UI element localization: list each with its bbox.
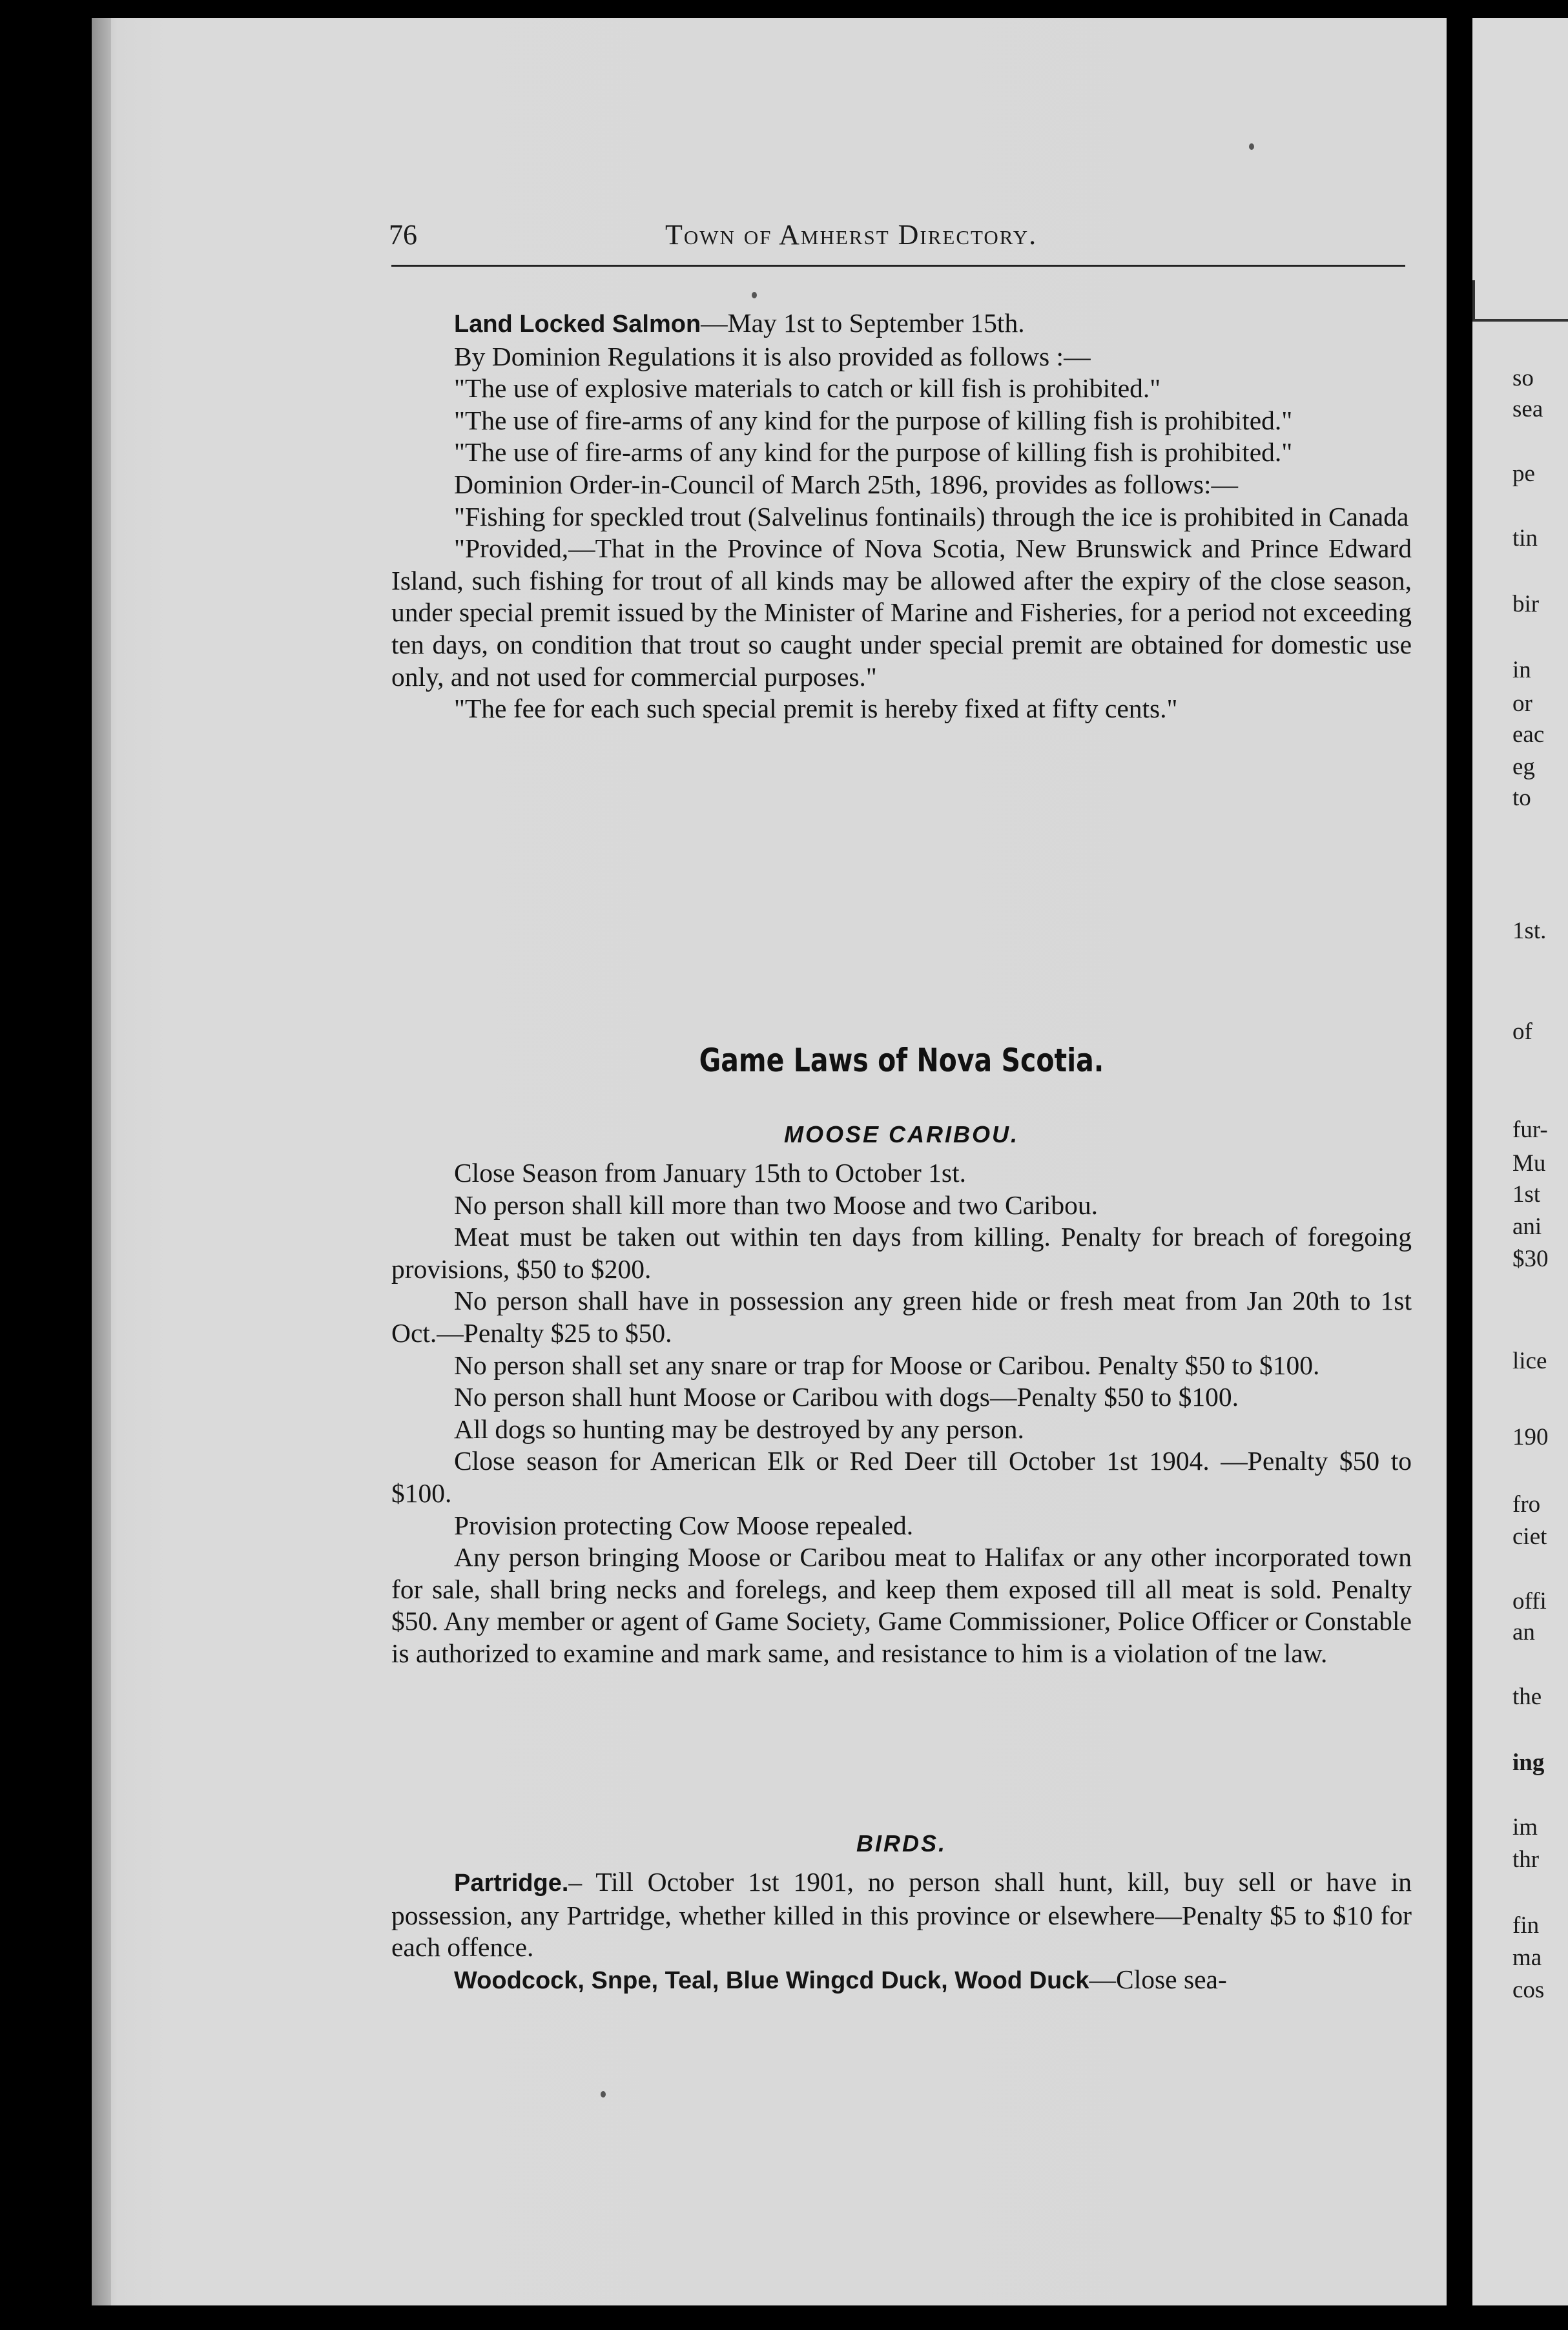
facing-fragment: ing — [1512, 1749, 1545, 1776]
facing-fragment: lice — [1512, 1348, 1547, 1374]
rule-line: No person shall hunt Moose or Caribou with dogs—Penalty $50 to $100. — [454, 1382, 1239, 1412]
paragraph: "The fee for each such special premit is hereby fixed at fifty cents." — [454, 694, 1178, 724]
facing-fragment: eac — [1512, 721, 1545, 748]
partridge-text: – Till October 1st 1901, no person shall hunt, kill, buy sell or have in possession, any Partridge, whether killed in this province or elsewhere—Penalty $5 to $10 for each offence. — [391, 1867, 1412, 1963]
partridge-paragraph — [391, 1866, 1412, 1964]
paper-speck — [752, 292, 757, 298]
facing-fragment: in — [1512, 657, 1531, 683]
rule-line: Close Season from January 15th to October 1st. — [454, 1158, 966, 1188]
paragraph: "Provided,—That in the Province of Nova Scotia, New Brunswick and Prince Edward Island, such fishing for trout of all kinds may be allowed after the expiry of the close season, under special premit issued by the Minister of Marine and Fisheries, for a period not exceeding ten days, on condition that trout so caught under special premit are obtained for domestic use only, and not used for commercial purposes." — [391, 533, 1412, 692]
facing-fragment: Mu — [1512, 1150, 1546, 1177]
section-title: Game Laws of Nova Scotia. — [699, 1042, 1104, 1079]
facing-fragment: so — [1512, 365, 1534, 391]
partridge-label: Partridge. — [454, 1870, 569, 1897]
paragraph: Dominion Order-in-Council of March 25th, 1896, provides as follows:— — [454, 469, 1239, 499]
facing-fragment: 1st. — [1512, 918, 1547, 944]
facing-fragment: tin — [1512, 525, 1538, 552]
rule-line: Provision protecting Cow Moose repealed. — [454, 1510, 914, 1540]
facing-fragment: bir — [1512, 591, 1540, 617]
rule-line: Meat must be taken out within ten days from killing. Penalty for breach of foregoing provisions, $50 to $200. — [391, 1222, 1412, 1284]
facing-fragment: fin — [1512, 1912, 1540, 1939]
paragraph: "Fishing for speckled trout (Salvelinus fontinails) through the ice is prohibited in Canada — [454, 501, 1409, 531]
facing-fragment: $30 — [1512, 1246, 1549, 1272]
rule-line: All dogs so hunting may be destroyed by any person. — [454, 1414, 1024, 1444]
facing-fragment: ma — [1512, 1944, 1542, 1971]
facing-fragment: pe — [1512, 460, 1535, 487]
facing-fragment: fro — [1512, 1491, 1541, 1518]
salmon-paragraph — [391, 307, 1412, 341]
facing-fragment: im — [1512, 1814, 1538, 1840]
facing-page-edge — [1472, 18, 1568, 2305]
facing-fragment: 190 — [1512, 1424, 1549, 1450]
facing-fragment: of — [1512, 1018, 1532, 1045]
birds-section — [391, 1866, 1412, 1997]
rule-line: No person shall have in possession any green hide or fresh meat from Jan 20th to 1st Oct.—Penalty $25 to $50. — [391, 1286, 1412, 1348]
salmon-text: —May 1st to September 15th. — [701, 308, 1025, 338]
rule-line: Close season for American Elk or Red Deer till October 1st 1904. —Penalty $50 to $100. — [391, 1446, 1412, 1508]
facing-fragment: an — [1512, 1619, 1535, 1645]
facing-fragment: cos — [1512, 1977, 1545, 2003]
facing-page-head-rule — [1472, 319, 1568, 322]
moose-section — [391, 1157, 1412, 1670]
page-number: 76 — [389, 219, 417, 251]
paragraph: "The use of fire-arms of any kind for the purpose of killing fish is prohibited." — [454, 405, 1293, 435]
paragraph: "The use of explosive materials to catch or kill fish is prohibited." — [454, 373, 1161, 404]
woodcock-text: —Close sea- — [1089, 1964, 1227, 1994]
facing-fragment: sea — [1512, 396, 1543, 422]
rule-line: Any person bringing Moose or Caribou meat to Halifax or any other incorporated town for sale, shall bring necks and forelegs, and keep them exposed till all meat is sold. Penalty $50. Any member or agent of Game Society, Game Commissioner, Police Officer or Constable is authorized to examine and mark same, and resistance to him is a violation of tne law. — [391, 1542, 1412, 1668]
facing-page-bracket — [1472, 280, 1475, 322]
rule-line: No person shall kill more than two Moose and two Caribou. — [454, 1190, 1099, 1220]
facing-fragment: or — [1512, 690, 1532, 717]
facing-fragment: thr — [1512, 1846, 1540, 1873]
paper-speck — [601, 2091, 606, 2098]
facing-fragment: the — [1512, 1684, 1542, 1710]
facing-fragment: eg — [1512, 754, 1535, 780]
birds-heading: BIRDS. — [856, 1830, 947, 1857]
header-rule — [391, 265, 1405, 267]
salmon-label: Land Locked Salmon — [454, 311, 701, 338]
facing-fragment: fur- — [1512, 1117, 1548, 1143]
woodcock-label: Woodcock, Snpe, Teal, Blue Wingcd Duck, Wood Duck — [454, 1966, 1089, 1994]
intro-section — [391, 307, 1412, 725]
rule-line: No person shall set any snare or trap for Moose or Caribou. Penalty $50 to $100. — [454, 1350, 1320, 1380]
paragraph: By Dominion Regulations it is also provided as follows :— — [454, 341, 1091, 371]
facing-fragment: ciet — [1512, 1523, 1547, 1550]
paper-speck — [1249, 143, 1254, 150]
running-head: Town of Amherst Directory. — [665, 219, 1038, 251]
paragraph: "The use of fire-arms of any kind for the purpose of killing fish is prohibited." — [454, 437, 1293, 468]
moose-caribou-heading: MOOSE CARIBOU. — [783, 1121, 1019, 1148]
page-gutter-shadow — [92, 18, 111, 2305]
woodcock-paragraph — [391, 1964, 1412, 1997]
facing-fragment: offi — [1512, 1588, 1547, 1614]
facing-fragment: to — [1512, 785, 1531, 811]
facing-fragment: 1st — [1512, 1181, 1541, 1208]
facing-fragment: ani — [1512, 1213, 1542, 1240]
